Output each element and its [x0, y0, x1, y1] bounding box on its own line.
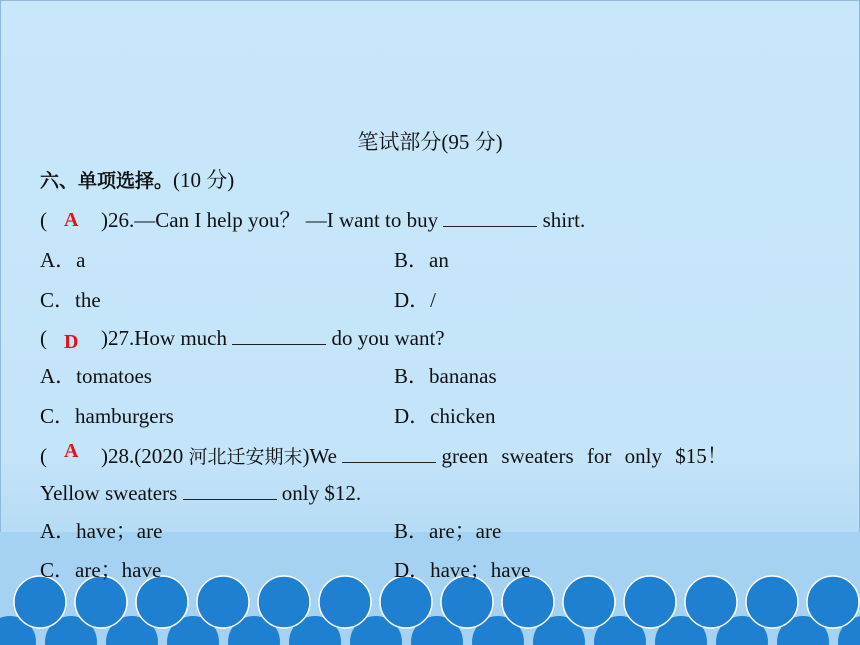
section-score: (10 分)	[173, 168, 235, 192]
question-text: Yellow sweaters	[40, 481, 178, 505]
question-text-end: only $12.	[281, 481, 362, 505]
question-text-end: shirt.	[542, 208, 586, 232]
question-text-end: green sweaters for only $15！	[441, 444, 728, 468]
option-d: D．/	[394, 288, 436, 312]
option-b: B．are；are	[394, 519, 502, 543]
page-title: 笔试部分(95 分)	[357, 130, 503, 154]
paren-open: (	[40, 208, 47, 232]
option-a: A．tomatoes	[40, 364, 152, 388]
answer-mark: A	[64, 440, 79, 462]
answer-mark: A	[64, 209, 79, 231]
option-c: C．hamburgers	[40, 404, 174, 428]
option-b: B．an	[394, 248, 449, 272]
paren-open: (	[40, 326, 47, 350]
question-27	[40, 326, 445, 350]
question-text: )28.(2020	[101, 444, 184, 468]
question-28-line2	[40, 481, 361, 505]
option-b: B．bananas	[394, 364, 497, 388]
answer-blank	[342, 444, 436, 463]
answer-mark: D	[64, 331, 79, 353]
question-text: )27.How much	[101, 326, 227, 350]
option-c: C．are；have	[40, 558, 162, 582]
question-26	[40, 208, 585, 232]
option-c: C．the	[40, 288, 101, 312]
question-text-end: do you want?	[331, 326, 445, 350]
answer-blank	[443, 208, 537, 227]
wave-decoration	[0, 572, 860, 645]
paren-open: (	[40, 444, 47, 468]
option-a: A．have；are	[40, 519, 163, 543]
question-28	[40, 444, 728, 469]
section-heading	[40, 168, 234, 193]
option-a: A．a	[40, 248, 86, 272]
option-d: D．chicken	[394, 404, 496, 428]
question-text: )26.—Can I help you？ —I want to buy	[101, 208, 439, 232]
answer-blank	[232, 326, 326, 345]
question-text-mid: )We	[302, 444, 337, 468]
question-source: 河北迁安期末	[188, 446, 303, 468]
answer-blank	[183, 481, 277, 500]
option-d: D．have；have	[394, 558, 531, 582]
section-title: 六、单项选择。	[40, 170, 174, 192]
